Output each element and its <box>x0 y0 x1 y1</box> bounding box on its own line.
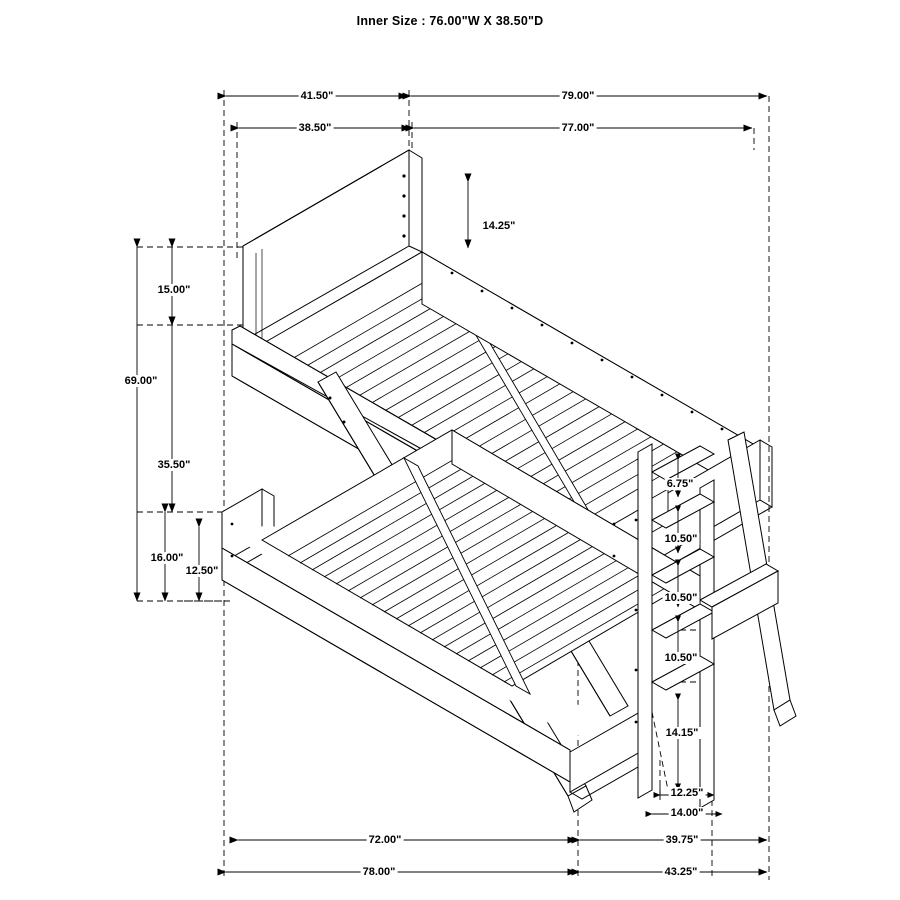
dim-inner-left-top: 38.50" <box>298 122 332 134</box>
dim-lower-deck-height: 12.50" <box>185 565 219 577</box>
dim-guardrail-clearance: 14.25" <box>482 220 516 232</box>
dim-overall-bottom-length: 78.00" <box>362 866 396 878</box>
dim-overall-length-top: 79.00" <box>561 90 595 102</box>
dim-ladder-outer-width: 14.00" <box>670 807 704 819</box>
dim-upper-deck-height: 35.50" <box>157 459 191 471</box>
dim-inner-length-top: 77.00" <box>561 122 595 134</box>
dim-ladder-inner-width: 12.25" <box>670 787 704 799</box>
dim-ladder-side-depth: 39.75" <box>665 834 699 846</box>
dim-lower-bed-length: 72.00" <box>368 834 402 846</box>
dim-ladder-step-spacing-2: 10.50" <box>664 592 698 604</box>
dim-overall-bottom-depth: 43.25" <box>664 866 698 878</box>
dim-ladder-bottom-height: 14.15" <box>665 727 699 739</box>
dim-overhang-top-left: 41.50" <box>300 90 334 102</box>
page-title: Inner Size : 76.00"W X 38.50"D <box>356 14 544 28</box>
dim-ladder-step-spacing-1: 10.50" <box>664 533 698 545</box>
dim-total-height: 69.00" <box>124 375 158 387</box>
dim-ladder-top-step-gap: 6.75" <box>666 478 694 490</box>
dim-ladder-step-spacing-3: 10.50" <box>664 652 698 664</box>
dim-upper-rail-height: 15.00" <box>157 284 191 296</box>
dim-lower-rail-height: 16.00" <box>150 552 184 564</box>
